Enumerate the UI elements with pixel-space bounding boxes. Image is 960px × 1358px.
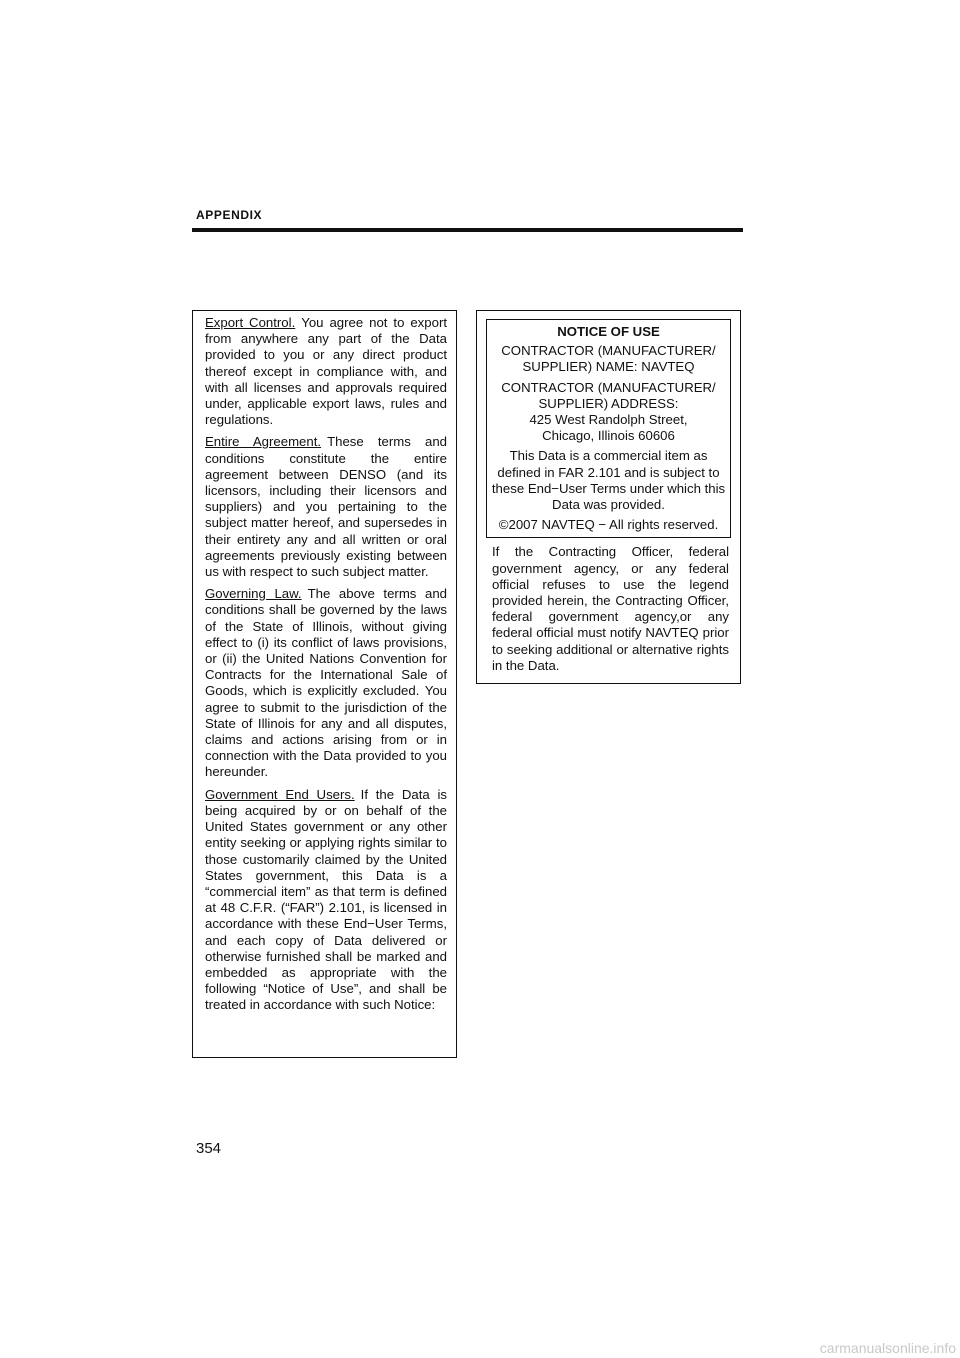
section-header: APPENDIX <box>196 208 263 222</box>
paragraph-lead: Governing Law. <box>205 586 302 602</box>
notice-commercial-item: This Data is a commercial item as defined in FAR 2.101 and is subject to these End−User Terms under which this Data was provided. <box>491 448 726 513</box>
page-number: 354 <box>196 1140 222 1157</box>
paragraph-lead: Government End Users. <box>205 786 355 802</box>
paragraph-governing-law <box>205 586 447 780</box>
notice-column-box <box>476 310 741 684</box>
paragraph-text: If the Data is being acquired by or on behalf of the United States government or any other entity seeking or applying rights similar to those customarily claimed by the United States government, this Data is a “commercial item” as that term is defined at 48 C.F.R. (“FAR”) 2.101, is licensed in accordance with these End−User Terms, and each copy of Data delivered or otherwise furnished shall be marked and embedded as appropriate with the following “Notice of Use”, and shall be treated in accordance with such Notice: <box>205 786 447 1013</box>
notice-copyright: ©2007 NAVTEQ − All rights reserved. <box>498 517 719 533</box>
terms-box <box>192 310 457 1058</box>
header-rule <box>192 228 743 232</box>
notice-address-street: 425 West Randolph Street, <box>529 412 688 428</box>
paragraph-entire-agreement <box>205 434 447 580</box>
notice-contractor-address <box>491 380 726 445</box>
paragraph-text: These terms and conditions constitute the entire agreement between DENSO (and its licensors, including their licensors and suppliers) and you pertaining to the subject matter hereof, and supersedes in their entirety any and all written or oral agreements previously existing between us with respect to such subject matter. <box>205 434 448 580</box>
watermark: carmanualsonline.info <box>819 1340 956 1356</box>
notice-address-city: Chicago, Illinois 60606 <box>542 428 675 444</box>
paragraph-text: The above terms and conditions shall be governed by the laws of the State of Illinois, without giving effect to (i) its conflict of laws provisions, or (ii) the United Nations Convention for Contracts for the International Sale of Goods, which is explicitly excluded. You agree to submit to the jurisdiction of the State of Illinois for any and all disputes, claims and actions arising from or in connection with the Data provided to you hereunder. <box>205 586 447 780</box>
paragraph-lead: Entire Agreement. <box>205 434 322 450</box>
paragraph-text: You agree not to export from anywhere any part of the Data provided to you or any direct product thereof except in compliance with, and with all licenses and approvals required under, applicable export laws, rules and regulations. <box>205 315 447 428</box>
paragraph-lead: Export Control. <box>205 315 296 330</box>
notice-of-use-box <box>486 319 731 538</box>
notice-title: NOTICE OF USE <box>557 324 660 339</box>
notice-address-label: CONTRACTOR (MANUFACTURER/ SUPPLIER) ADDRESS: <box>501 379 716 411</box>
notice-contractor-name: CONTRACTOR (MANUFACTURER/ SUPPLIER) NAME: NAVTEQ <box>501 343 716 375</box>
paragraph-government-end-users <box>205 787 447 1014</box>
contracting-officer-paragraph: If the Contracting Officer, federal government agency, or any federal official refuses to use the legend provided herein, the Contracting Officer, federal government agency,or any federal official must notify NAVTEQ prior to seeking additional or alternative rights in the Data. <box>492 544 729 673</box>
paragraph-export-control <box>205 315 447 428</box>
